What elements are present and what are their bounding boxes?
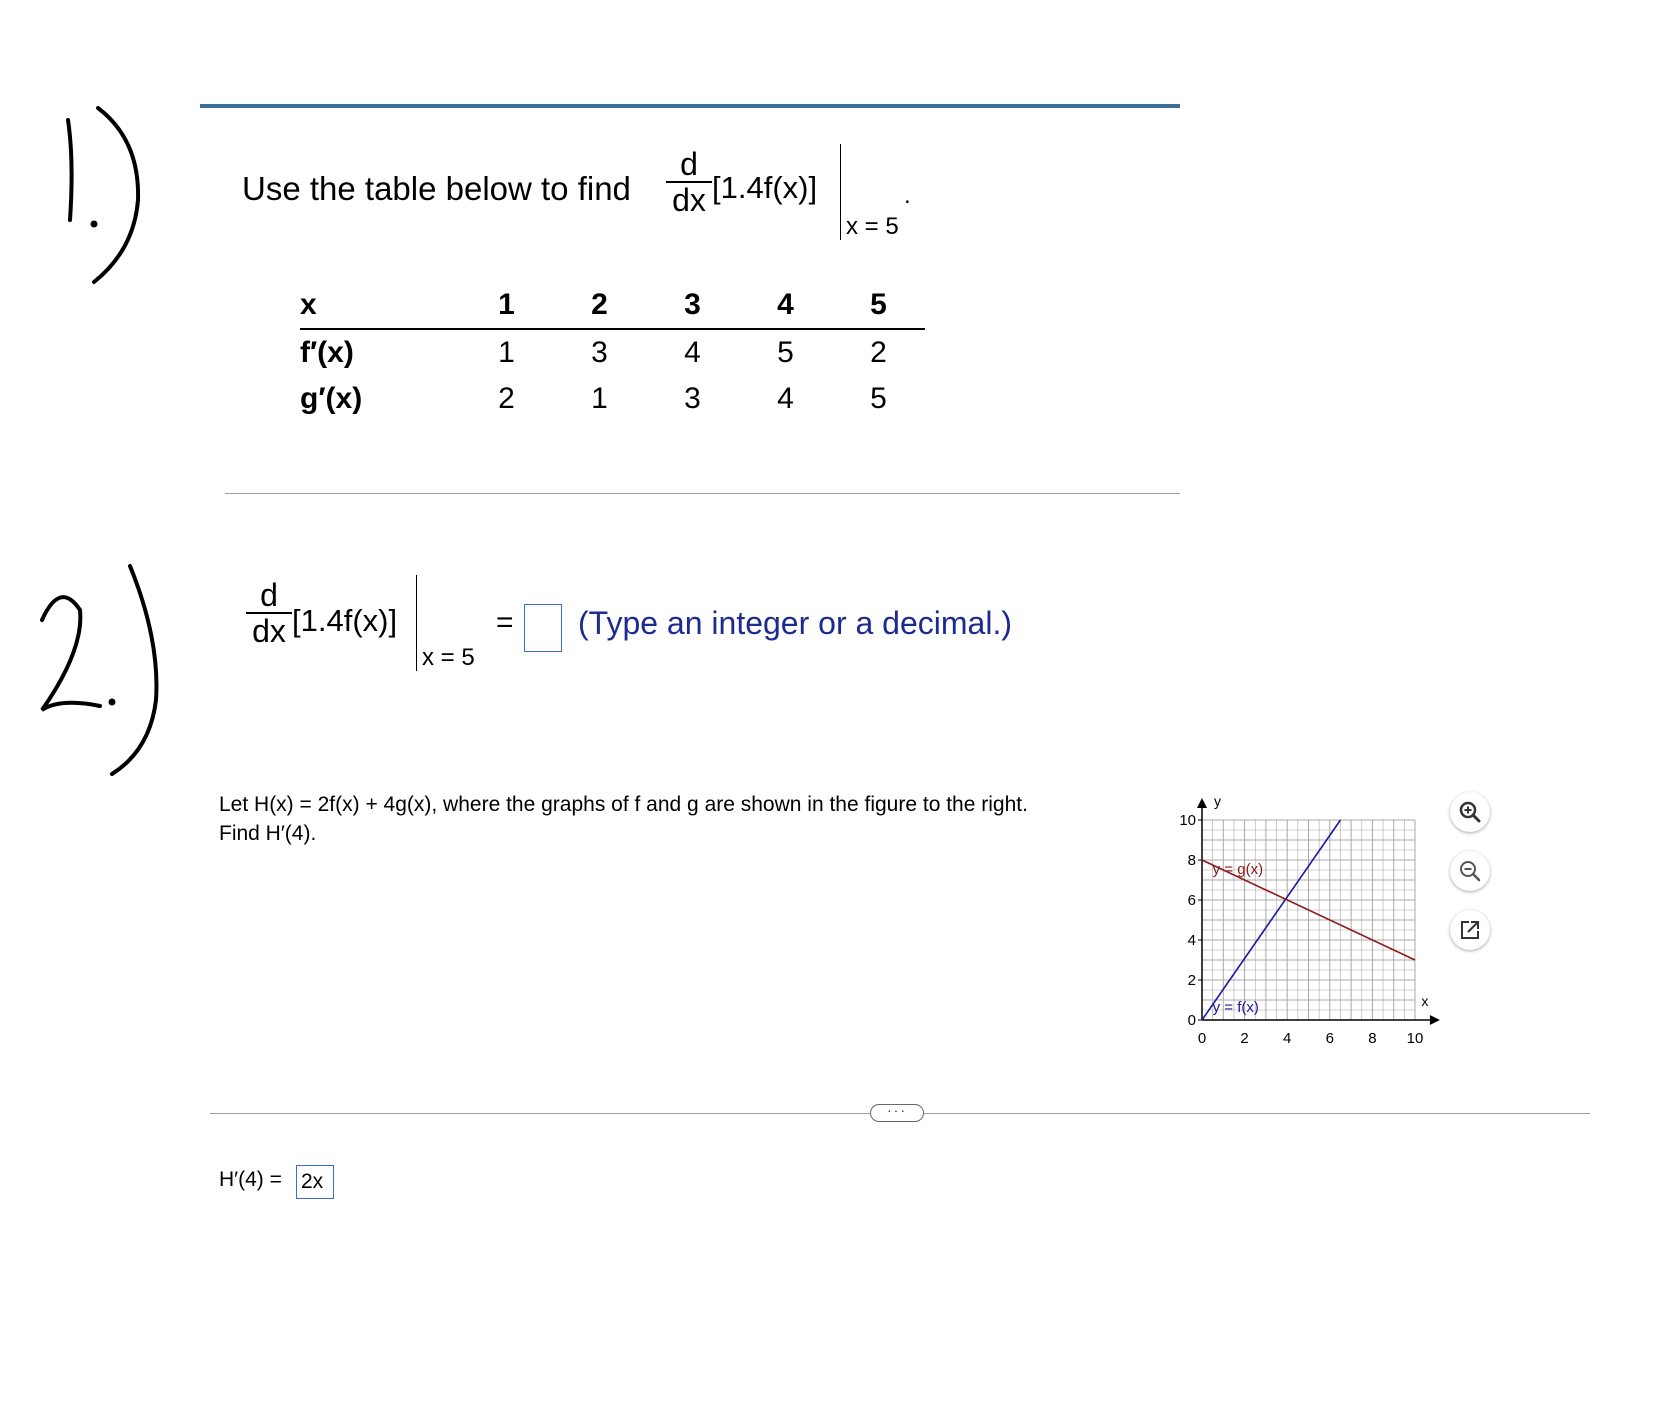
zoom-out-icon bbox=[1458, 859, 1482, 883]
answer-hint: (Type an integer or a decimal.) bbox=[578, 605, 1012, 641]
x-tick-label: 8 bbox=[1368, 1030, 1377, 1047]
evaluation-bar bbox=[840, 144, 841, 240]
table-header-cell: 5 bbox=[832, 282, 925, 329]
table-cell: 2 bbox=[498, 382, 515, 415]
y-tick-label: 0 bbox=[1187, 1012, 1196, 1029]
question2-prompt: Let H(x) = 2f(x) + 4g(x), where the graphs of f and g are shown in the figure to the right. Find H′(4). bbox=[219, 793, 1028, 845]
fraction-denominator: dx bbox=[672, 182, 706, 218]
answer-expression: [1.4f(x)] bbox=[292, 603, 398, 638]
y-tick-label: 6 bbox=[1187, 892, 1196, 909]
fraction-numerator: d bbox=[260, 577, 278, 613]
table-header-cell: 2 bbox=[553, 282, 646, 329]
table-cell: 4 bbox=[684, 336, 701, 369]
zoom-in-icon bbox=[1458, 800, 1482, 824]
x-tick-label: 2 bbox=[1240, 1030, 1249, 1047]
table-row bbox=[300, 376, 925, 422]
answer-derivative-fraction bbox=[246, 578, 292, 648]
zoom-out-button[interactable] bbox=[1450, 851, 1490, 891]
top-divider bbox=[200, 104, 1180, 108]
zoom-in-button[interactable] bbox=[1450, 792, 1490, 832]
table-cell: 4 bbox=[777, 382, 794, 415]
evaluation-bar bbox=[416, 575, 417, 671]
table-cell: 1 bbox=[591, 382, 608, 415]
y-axis-label: y bbox=[1214, 793, 1221, 809]
table-cell: 3 bbox=[591, 336, 608, 369]
x-axis-label: x bbox=[1421, 993, 1429, 1009]
answer-input[interactable] bbox=[524, 604, 562, 652]
table-header-cell: 3 bbox=[646, 282, 739, 329]
question1-period: . bbox=[904, 182, 911, 209]
h-prime-label: H′(4) = bbox=[219, 1168, 282, 1191]
table-cell: 3 bbox=[684, 382, 701, 415]
open-external-button[interactable] bbox=[1450, 910, 1490, 950]
table-header-cell: 4 bbox=[739, 282, 832, 329]
fraction-numerator: d bbox=[680, 146, 698, 182]
y-tick-label: 10 bbox=[1179, 812, 1196, 829]
table-cell: 5 bbox=[777, 336, 794, 369]
handwritten-mark-q1 bbox=[28, 100, 168, 290]
fraction-denominator: dx bbox=[252, 613, 286, 649]
function-graph bbox=[1162, 792, 1452, 1062]
y-axis-arrow bbox=[1197, 798, 1207, 808]
x-tick-label: 6 bbox=[1325, 1030, 1334, 1047]
h-prime-input[interactable]: 2x bbox=[296, 1165, 334, 1199]
table-row bbox=[300, 329, 925, 376]
derivative-fraction bbox=[666, 147, 712, 217]
values-table bbox=[300, 282, 925, 422]
y-tick-label: 8 bbox=[1187, 852, 1196, 869]
x-tick-label: 0 bbox=[1197, 1030, 1207, 1047]
table-cell: 1 bbox=[498, 336, 515, 369]
question1-expression: [1.4f(x)] bbox=[712, 170, 818, 205]
table-header-cell: 1 bbox=[460, 282, 553, 329]
f-label: y = f(x) bbox=[1212, 999, 1259, 1016]
y-tick-label: 2 bbox=[1187, 972, 1196, 989]
handwritten-mark-q2 bbox=[20, 560, 170, 780]
x-tick-label: 10 bbox=[1406, 1030, 1424, 1047]
table-cell: 2 bbox=[870, 336, 887, 369]
x-axis-arrow bbox=[1430, 1015, 1440, 1025]
table-header-row bbox=[300, 282, 925, 329]
g-label: y = g(x) bbox=[1212, 861, 1264, 878]
table-header-label: x bbox=[300, 282, 460, 329]
question1-prompt: Use the table below to find bbox=[242, 170, 631, 207]
open-external-icon bbox=[1458, 918, 1482, 942]
evaluation-point: x = 5 bbox=[846, 213, 899, 240]
table-row-label: f′(x) bbox=[300, 336, 354, 369]
evaluation-point: x = 5 bbox=[422, 644, 475, 671]
more-button[interactable]: ··· bbox=[870, 1104, 924, 1122]
equals-sign: = bbox=[496, 606, 514, 639]
section-divider bbox=[225, 493, 1180, 494]
x-tick-label: 4 bbox=[1283, 1030, 1292, 1047]
y-tick-label: 4 bbox=[1187, 932, 1196, 949]
table-cell: 5 bbox=[870, 382, 887, 415]
table-row-label: g′(x) bbox=[300, 382, 363, 415]
